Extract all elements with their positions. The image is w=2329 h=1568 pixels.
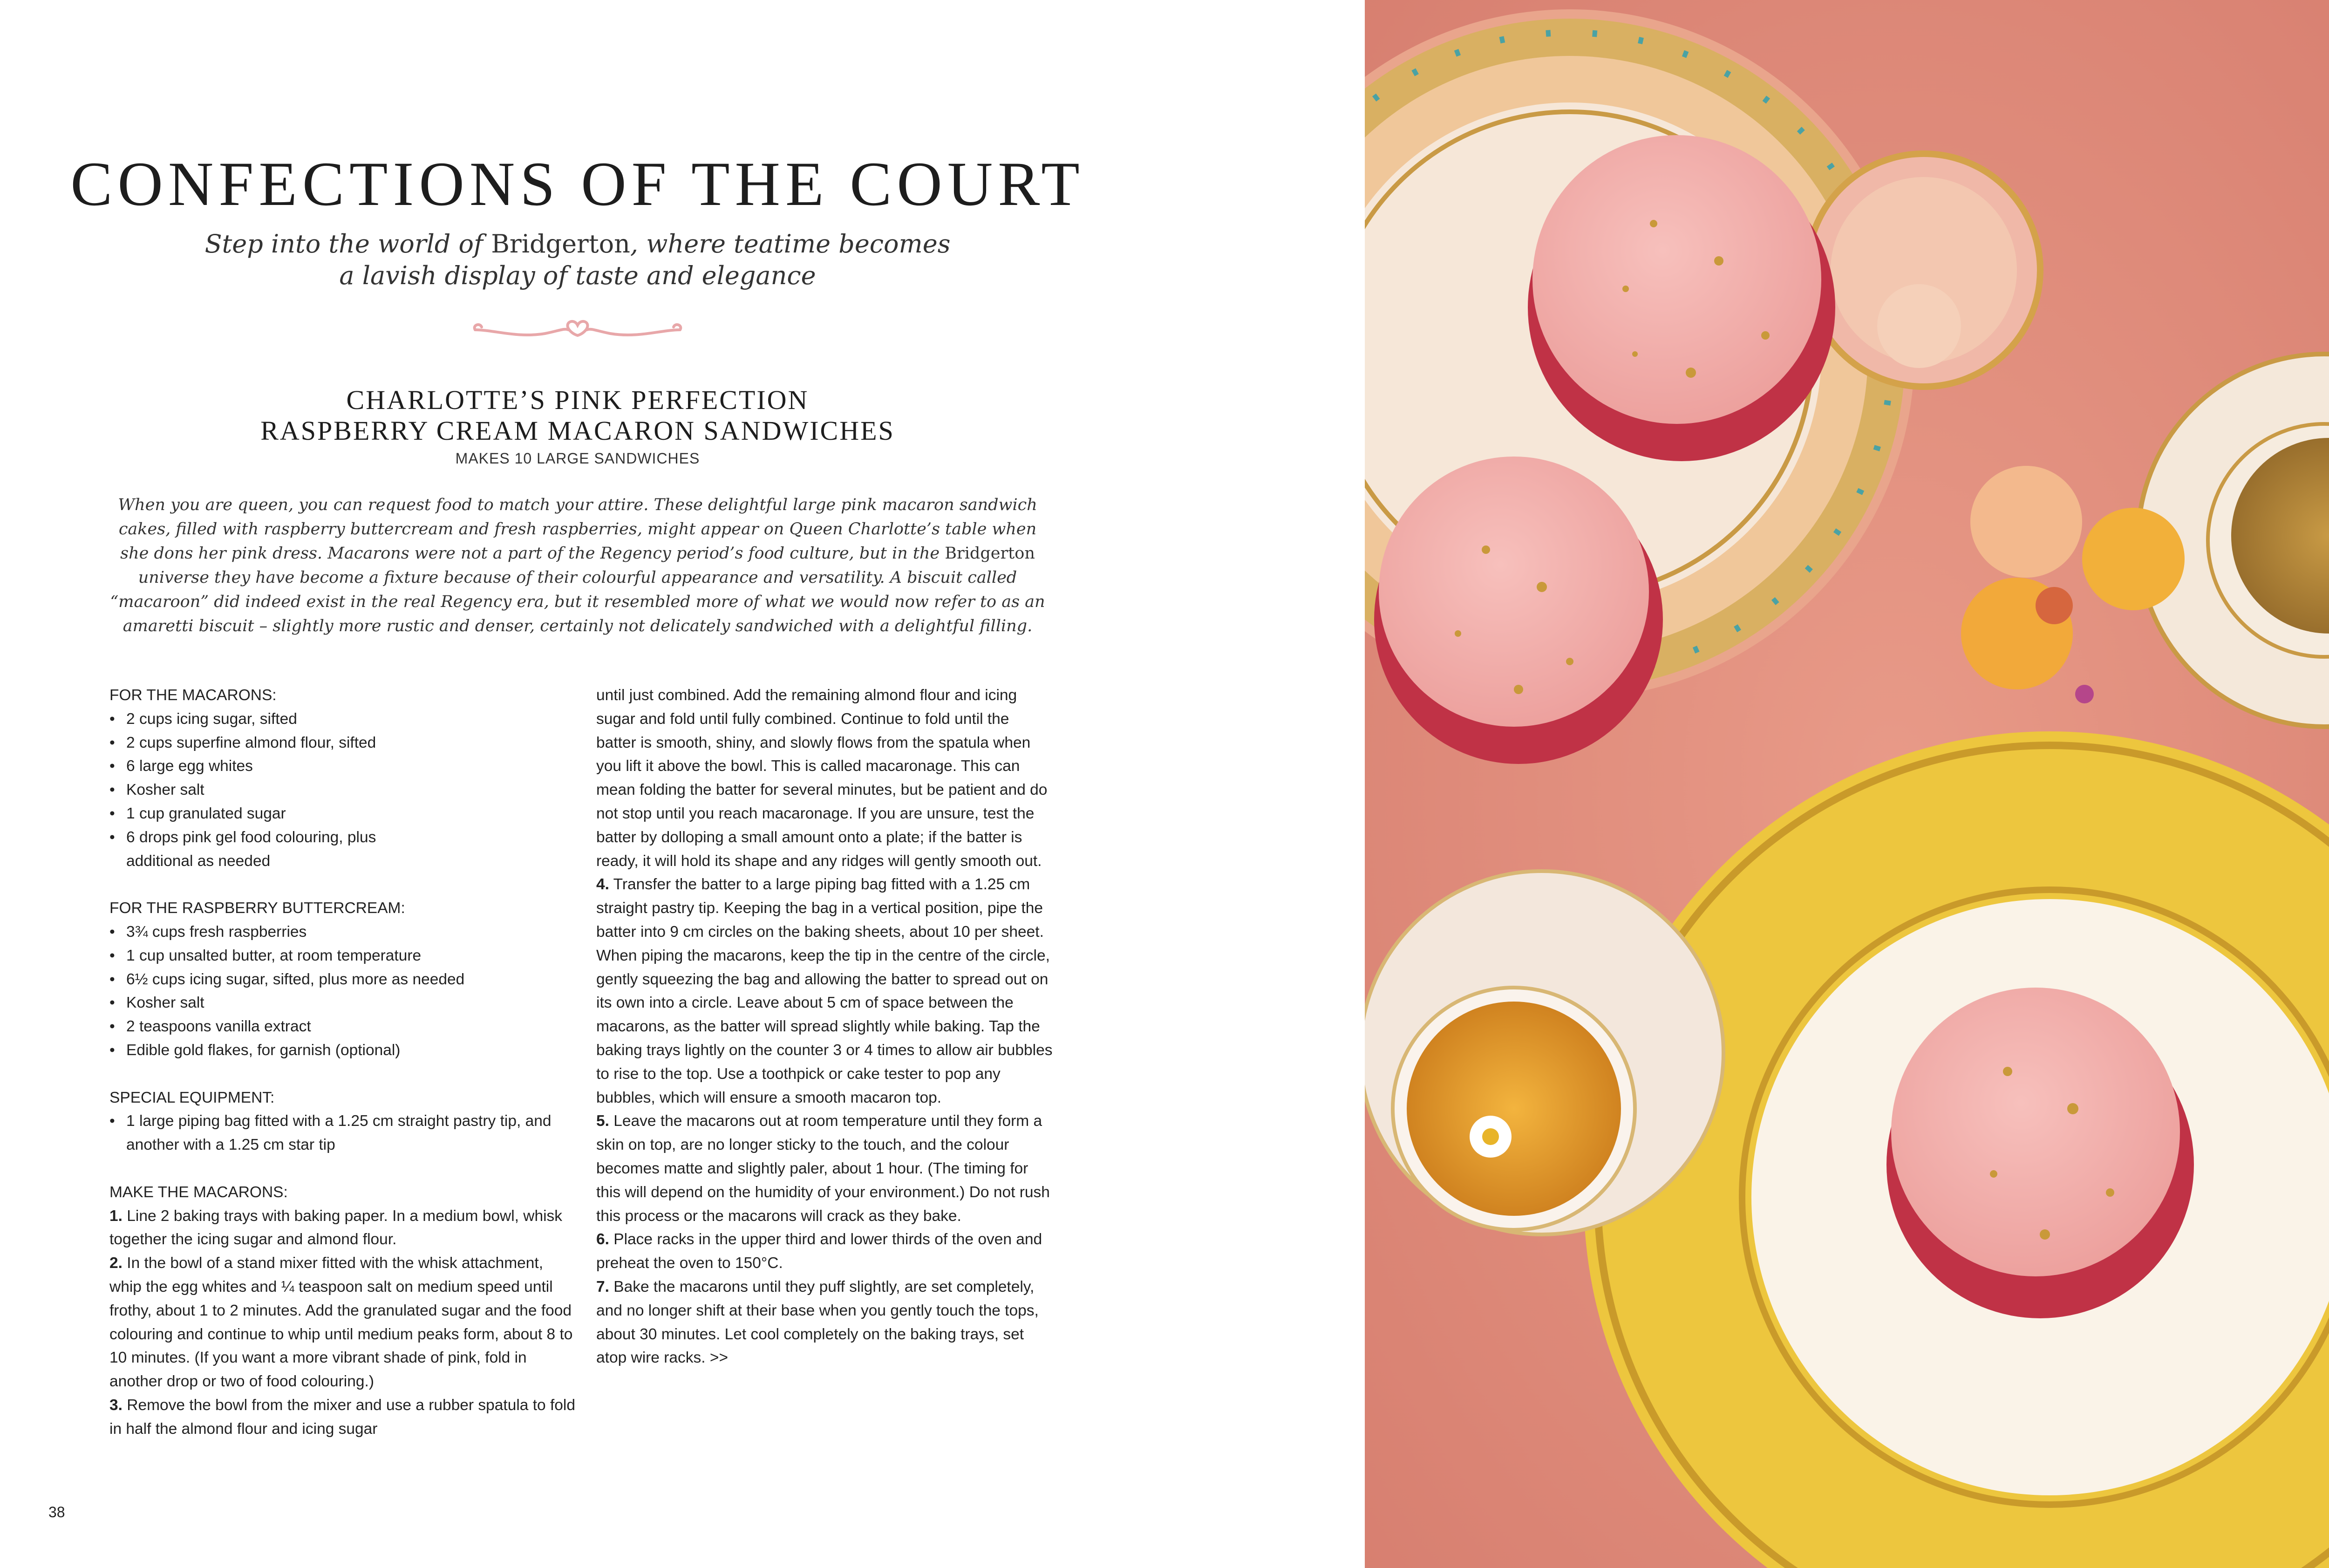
step-text: Bake the macarons until they puff slightly, are set completely, and no longer shift at their base when you gently touch the tops, about 30 minutes. Let cool completely on the baking trays, set atop wire racks. >>: [596, 1278, 1039, 1367]
step-number: 7.: [596, 1278, 609, 1295]
step-text: Line 2 baking trays with baking paper. In a medium bowl, whisk together the icing sugar and almond flour.: [109, 1207, 563, 1248]
saucer-left: [1365, 871, 1723, 1234]
ingredient-item: • 6 drops pink gel food colouring, plus additional as needed: [109, 826, 396, 873]
chamomile-flower-icon: [1470, 1116, 1512, 1158]
step-number: 2.: [109, 1254, 123, 1272]
ingredient-item: • 2 cups icing sugar, sifted: [109, 708, 575, 731]
subhead-pre: Step into the world of: [204, 229, 491, 259]
intro-part1: When you are queen, you can request food to match your attire. These delightful large pink macaron sandwich cakes, filled with raspberry buttercream and fresh raspberries, might appear on Queen Charlotte’s table when she dons her pink dress. Macarons were not a part of the Regency period’s food culture, but in the: [118, 496, 1037, 563]
equipment-item: • 1 large piping bag fitted with a 1.25 cm straight pastry tip, and another with a 1.25 cm star tip: [109, 1110, 575, 1157]
method-continuation: until just combined. Add the remaining almond flour and icing sugar and fold until fully combined. Continue to fold until the batter is smooth, shiny, and slowly flows from the spatula when you lift it above the bowl. This is called macaronage. This can mean folding the batter for several minutes, but be patient and do not stop until you reach macaronage. If you are unsure, test the batter by dolloping a small amount onto a plate; if the batter is ready, it will hold its shape and any ridges will gently smooth out.: [596, 687, 1048, 870]
recipe-title: [0, 385, 1155, 446]
method-step: [596, 873, 1053, 1110]
glass-of-juice: [1807, 154, 2040, 387]
step-text: Place racks in the upper third and lower thirds of the oven and preheat the oven to 150°C.: [596, 1231, 1042, 1272]
ingredient-item: • Kosher salt: [109, 778, 575, 802]
food-photo-illustration: [1365, 0, 2329, 1568]
method-step: [109, 1205, 575, 1252]
recipe-yield: MAKES 10 LARGE SANDWICHES: [455, 450, 700, 467]
intro-brand: Bridgerton: [945, 544, 1035, 563]
method-step: [109, 1394, 575, 1441]
recipe-column-left: [109, 684, 575, 1441]
flourish-ornament: [466, 311, 689, 348]
buttercream-heading: FOR THE RASPBERRY BUTTERCREAM:: [109, 900, 405, 917]
step-number: 5.: [596, 1112, 609, 1130]
recipe-title-line1: CHARLOTTE’S PINK PERFECTION: [346, 385, 809, 415]
page-number: 38: [48, 1504, 65, 1520]
ingredient-item: • 6 large egg whites: [109, 755, 575, 778]
ingredient-item: • 2 teaspoons vanilla extract: [109, 1015, 575, 1039]
equipment-heading: SPECIAL EQUIPMENT:: [109, 1089, 275, 1106]
macarons-heading: FOR THE MACARONS:: [109, 687, 277, 704]
subhead-line2: a lavish display of taste and elegance: [339, 261, 816, 290]
ingredient-item: • 1 cup granulated sugar: [109, 802, 575, 826]
equipment-list: [109, 1110, 575, 1157]
step-number: 3.: [109, 1396, 123, 1414]
method-step: [596, 1228, 1053, 1275]
ingredient-item: • 6½ cups icing sugar, sifted, plus more as needed: [109, 968, 575, 992]
recipe-column-right: [596, 684, 1053, 1370]
step-number: 6.: [596, 1231, 609, 1248]
macaron-photo: [1365, 0, 2329, 1568]
buttercream-ingredient-list: [109, 920, 575, 1063]
method-step: [596, 1275, 1053, 1370]
ingredient-item: • 3¾ cups fresh raspberries: [109, 920, 575, 944]
step-text: Remove the bowl from the mixer and use a rubber spatula to fold in half the almond flour and icing sugar: [109, 1396, 575, 1438]
method-step: [109, 1252, 575, 1394]
page-subhead: [0, 228, 1155, 292]
subhead-post: , where teatime becomes: [630, 229, 951, 259]
ingredient-item: • 2 cups superfine almond flour, sifted: [109, 731, 575, 755]
step-text: Transfer the batter to a large piping bag fitted with a 1.25 cm straight pastry tip. Keeping the bag in a vertical position, pipe the batter into 9 cm circles on the baking sheets, about 10 per sheet. When piping the macarons, keep the tip in the centre of the circle, gently squeezing the bag and allowing the batter to spread out on its own into a circle. Leave about 5 cm of space between the macarons, as the batter will spread slightly while baking. Tap the baking trays lightly on the counter 3 or 4 times to allow air bubbles to rise to the top. Use a toothpick or cake tester to pop any bubbles, which will ensure a smooth macaron top.: [596, 876, 1053, 1106]
method-step: [596, 1110, 1053, 1228]
page-headline: CONFECTIONS OF THE COURT: [70, 150, 1085, 219]
ingredient-item: • Edible gold flakes, for garnish (optional): [109, 1039, 575, 1063]
subhead-brand: Bridgerton: [491, 229, 630, 259]
method-heading: MAKE THE MACARONS:: [109, 1183, 288, 1201]
step-text: Leave the macarons out at room temperature until they form a skin on top, are no longer sticky to the touch, and the colour becomes matte and slightly paler, about 1 hour. (The timing for this will depend on the humidity of your environment.) Do not rush this process or the macarons will crack as they bake.: [596, 1112, 1050, 1225]
macarons-ingredient-list: [109, 708, 575, 873]
step-number: 4.: [596, 876, 609, 893]
ingredient-item: • Kosher salt: [109, 991, 575, 1015]
recipe-title-line2: RASPBERRY CREAM MACARON SANDWICHES: [260, 416, 895, 446]
step-number: 1.: [109, 1207, 123, 1225]
intro-part2: universe they have become a fixture because of their colourful appearance and versatility. A biscuit called “macaroon” did indeed exist in the real Regency era, but it resembled more of what we would now refer to as an amaretti biscuit – slightly more rustic and denser, certainly not delicately sandwiched with a delightful filling.: [110, 568, 1045, 635]
ingredient-item: • 1 cup unsalted butter, at room temperature: [109, 944, 575, 968]
step-text: In the bowl of a stand mixer fitted with the whisk attachment, whip the egg whites and ¼ teaspoon salt on medium speed until frothy, about 1 to 2 minutes. Add the granulated sugar and the food colouring and continue to whip until medium peaks form, about 8 to 10 minutes. (If you want a more vibrant shade of pink, fold in another drop or two of food colouring.): [109, 1254, 573, 1391]
recipe-intro: [107, 493, 1048, 638]
